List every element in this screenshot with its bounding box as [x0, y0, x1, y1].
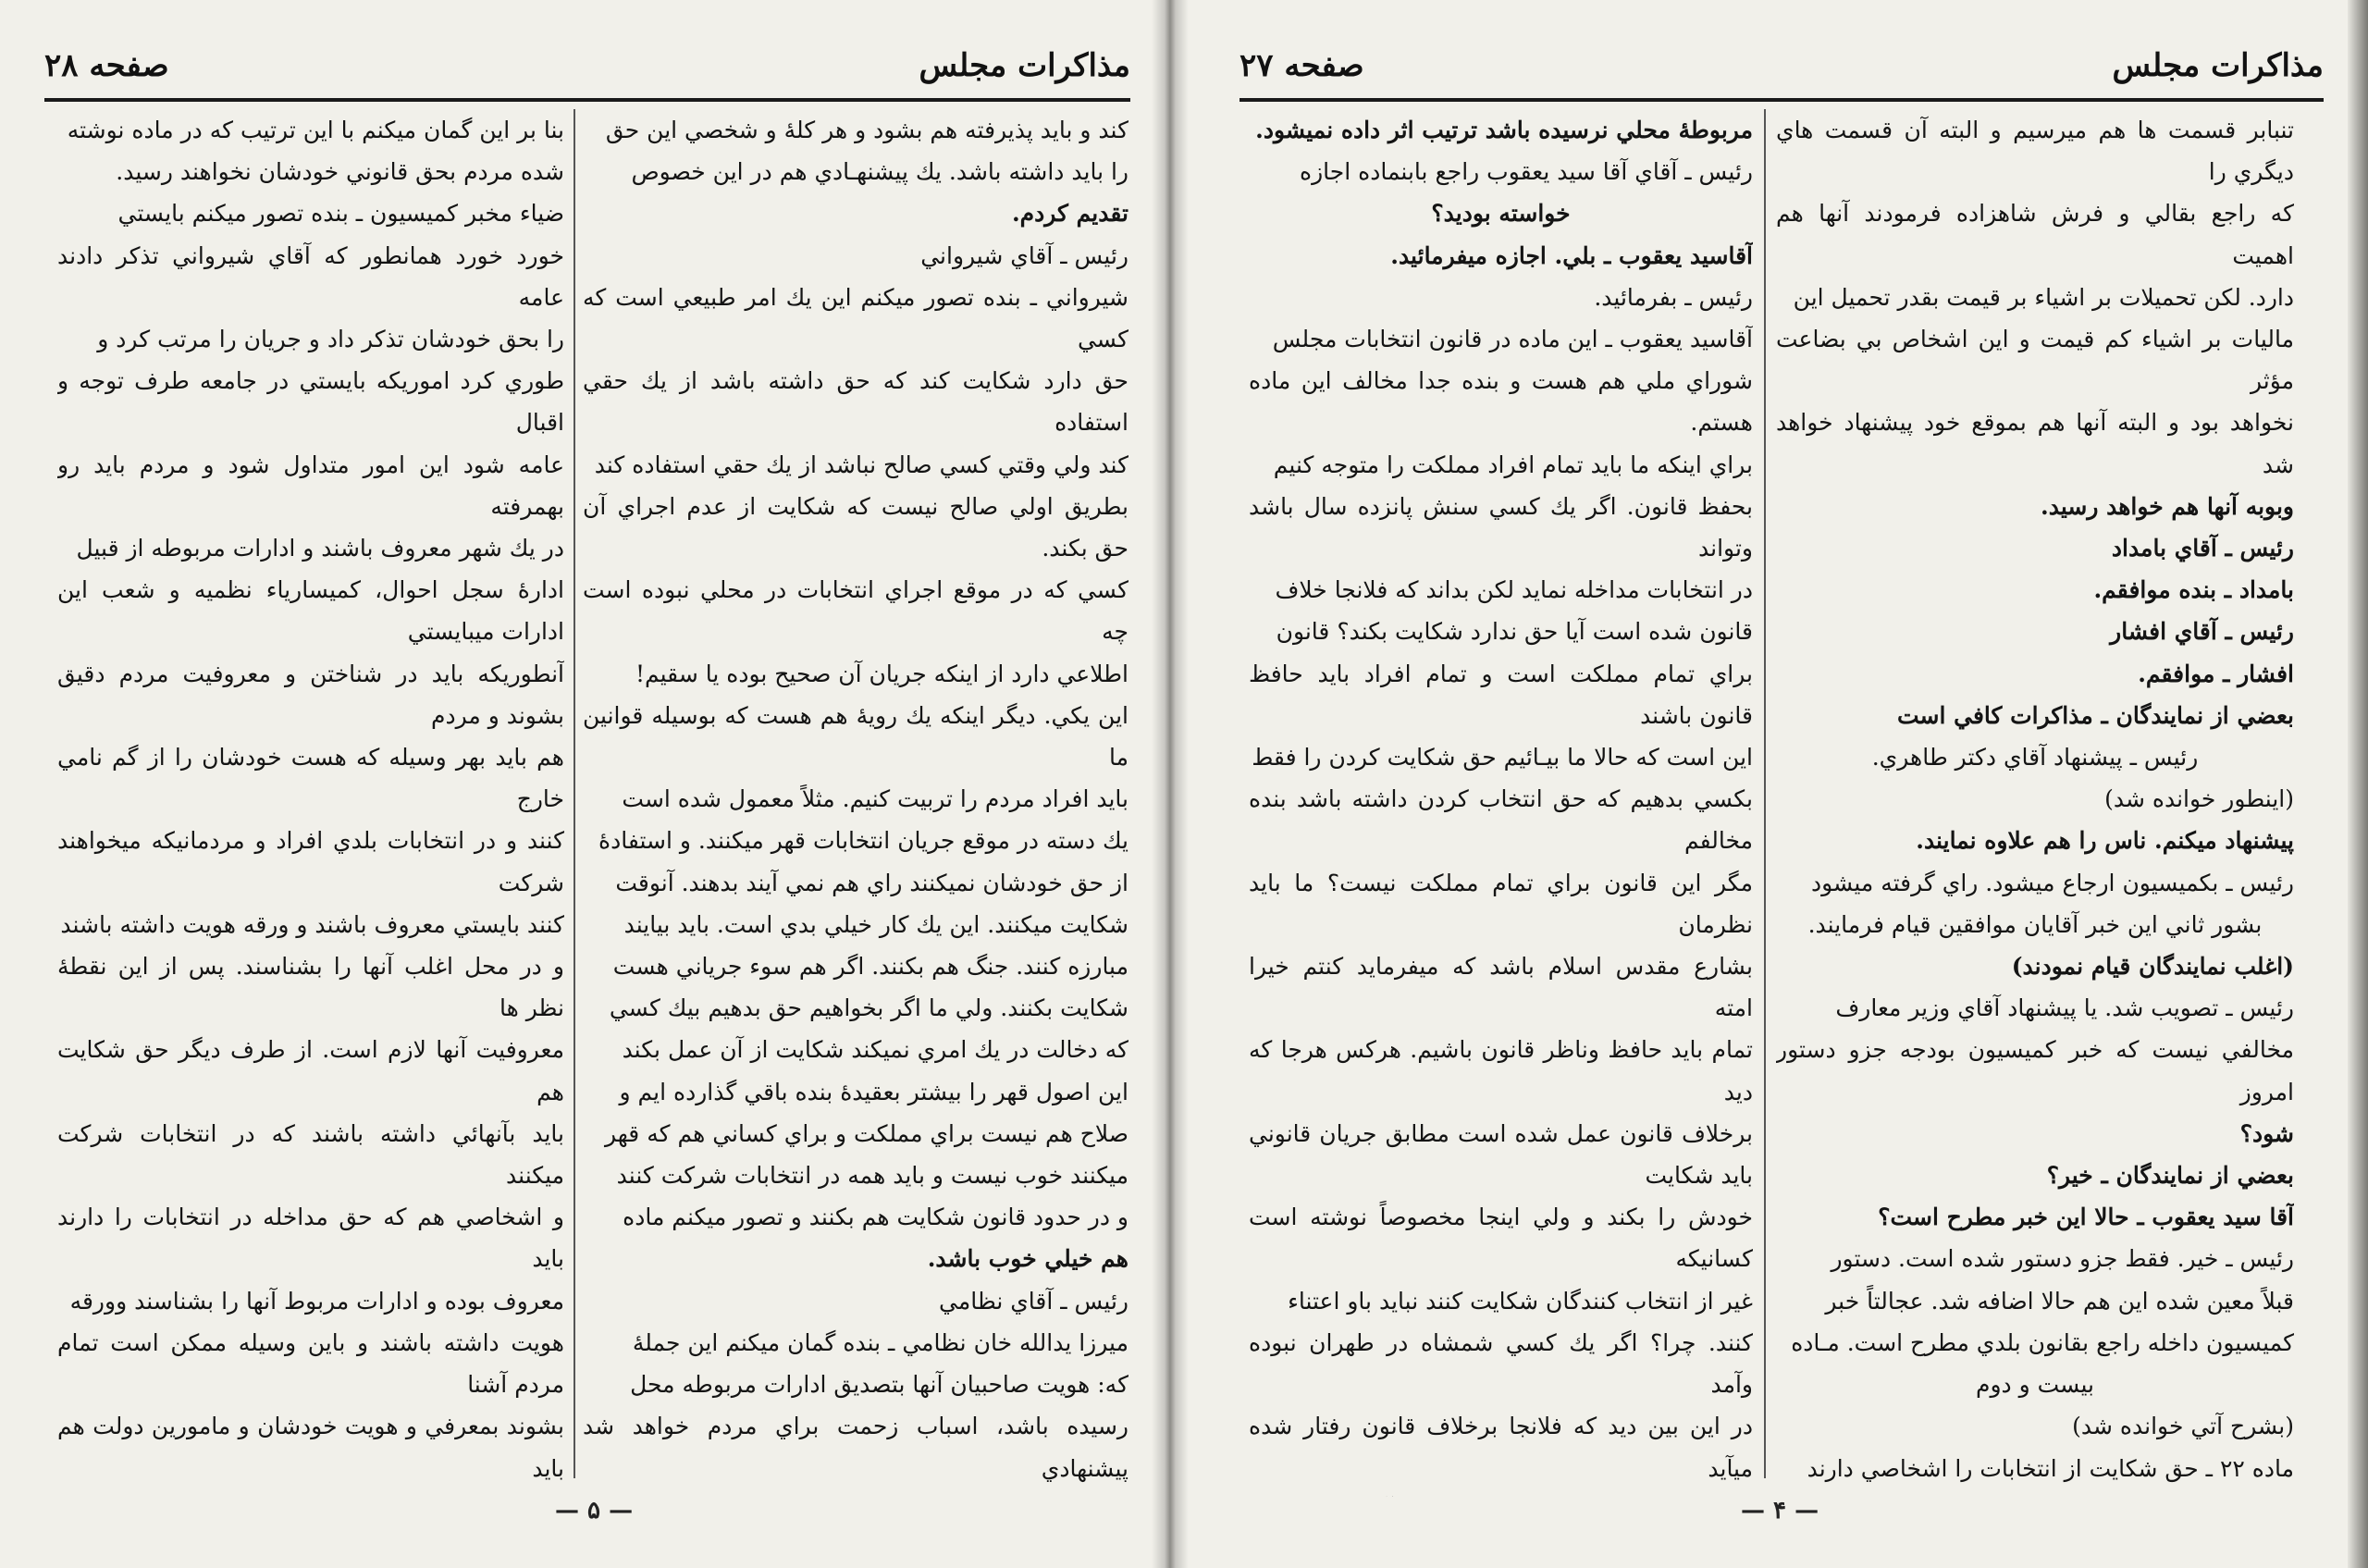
- text-line: رئيس ـ پيشنهاد آقاي دكتر طاهري.: [1871, 744, 2199, 772]
- text-line: بعضي از نمايندگان ـ مذاكرات كافي است: [1896, 701, 2294, 729]
- text-line: رئيس ـ تصويب شد. يا پيشنهاد آقاي وزير معارف: [1835, 994, 2294, 1022]
- text-line: معروف بوده و ادارات مربوط آنها را بشناسند وورقه: [69, 1287, 564, 1315]
- text-line: را بايد داشته باشد. يك پيشنهـادي هم در اين خصوص: [631, 158, 1128, 186]
- left-page: [0, 0, 1167, 1568]
- text-line: بيست و دوم: [1975, 1371, 2094, 1399]
- text-line: مبارزه كنند. جنگ هم بكنند. اگر هم سوء جرياني هست: [612, 953, 1128, 981]
- text-line: بكسي بدهيم كه حق انتخاب كردن داشته باشد بنده مخالفم: [1249, 785, 1753, 855]
- text-line: شوراي ملي هم هست و بنده جدا مخالف اين ماده هستم.: [1249, 367, 1753, 437]
- text-line: بحفظ قانون. اگر يك كسي سنش پانزده سال باشد وتواند: [1249, 492, 1753, 562]
- text-column-right: [583, 109, 1128, 1497]
- text-line: وبوبه آنها هم خواهد رسيد.: [2041, 492, 2294, 520]
- text-line: قبلاً معين شده اين هم حالا اضافه شد. عجالتاً خبر: [1825, 1287, 2294, 1315]
- text-line: بشارع مقدس اسلام باشد كه ميفرمايد كنتم خيرا امته: [1249, 953, 1753, 1022]
- text-line: كنند و در انتخابات بلدي افراد و مردمانيكه ميخواهند شركت: [57, 827, 564, 896]
- text-line: [1776, 1489, 2294, 1497]
- text-line: و اشخاصي هم كه حق مداخله در انتخابات را دارند بايد: [57, 1204, 564, 1273]
- text-line: براي تمام مملكت است و تمام افراد بايد حافظ قانون باشند: [1249, 660, 1753, 729]
- text-column-left: [1249, 109, 1753, 1497]
- text-line: كه راجع بقالي و فرش شاهزاده فرمودند آنها هم اهميت: [1776, 200, 2294, 269]
- text-line: از حق خودشان نميكنند راي هم نمي آيند بدهند. آنوقت: [615, 869, 1128, 896]
- text-line: طوري كرد اموريكه بايستي در جامعه طرف توجه و اقبال: [57, 367, 564, 437]
- text-line: رئيس ـ خير. فقط جزو دستور شده است. دستور: [1831, 1245, 2294, 1273]
- text-line: و در حدود قانون شكايت هم بكنند و تصور ميكنم ماده: [623, 1204, 1128, 1231]
- text-line: اين يكي. ديگر اينكه يك رويهٔ هم هست كه بوسيله قوانين ما: [583, 701, 1128, 772]
- text-line: اطلاعي دارد از اينكه جريان آن صحيح بوده يا سقيم!: [635, 660, 1128, 687]
- text-line: رئيس ـ بكميسيون ارجاع ميشود. راي گرفته ميشود: [1811, 869, 2294, 896]
- text-line: شده مردم بحق قانوني خودشان نخواهند رسيد.: [116, 158, 564, 186]
- text-line: آقا سيد يعقوب ـ حالا اين خبر مطرح است؟: [1878, 1204, 2294, 1231]
- text-line: برخلاف قانون عمل شده است مطابق جريان قانوني بايد شكايت: [1249, 1119, 1753, 1190]
- text-line: هم خيلي خوب باشد.: [927, 1245, 1128, 1273]
- text-line: بطريق اولي صالح نيست كه شكايت از عدم اجراي آن حق بكند.: [583, 492, 1128, 562]
- page-header: [1240, 33, 2324, 102]
- text-line: قانون شده است آيا حق ندارد شكايت بكند؟ قانون: [1276, 618, 1753, 646]
- page-number: صفحه ۲۸: [44, 47, 169, 84]
- text-line: كند و بايد پذيرفته هم بشود و هر كلهٔ و شخصي اين حق: [605, 117, 1128, 143]
- text-line: دارد. لكن تحميلات بر اشياء بر قيمت بقدر تحميل اين: [1793, 283, 2294, 311]
- text-line: رئيس ـ آقاي شيرواني: [920, 241, 1128, 269]
- text-line: (اغلب نمايندگان قيام نمودند): [2011, 953, 2294, 981]
- text-line: رسيده باشد، اسباب زحمت براي مردم خواهد شد پيشنهادي: [583, 1413, 1128, 1482]
- book-gutter: [1152, 0, 1189, 1568]
- text-line: بامداد ـ بنده موافقم.: [2093, 576, 2294, 604]
- text-line: تنبابر قسمت ها هم ميرسيم و البته آن قسمت هاي ديگري را: [1776, 117, 2294, 186]
- column-divider: [1764, 109, 1766, 1478]
- text-line: شكايت بكنند. ولي ما اگر بخواهيم حق بدهيم بيك كسي: [609, 994, 1128, 1022]
- text-line: غير از انتخاب كنندگان شكايت كنند نبايد باو اعتناء: [1288, 1287, 1753, 1315]
- text-column-left: [57, 109, 564, 1497]
- text-line: كند ولي وقتي كسي صالح نباشد از يك حقي استفاده كند: [594, 451, 1128, 478]
- text-line: خودش را بكند و ولي اينجا مخصوصاً نوشته است كسانيكه: [1249, 1204, 1753, 1273]
- text-line: هم بايد بهر وسيله كه هست خودشان را از گم نامي خارج: [57, 744, 564, 813]
- text-line: آقاسيد يعقوب ـ بلي. اجازه ميفرمائيد.: [1390, 241, 1753, 269]
- text-line: كنند بايستي معروف باشند و ورقه هويت داشته باشند: [60, 910, 564, 938]
- text-line: يك دسته در موقع جريان انتخابات قهر ميكنند. و استفادهٔ: [598, 827, 1128, 855]
- text-line: [583, 1489, 1128, 1497]
- text-line: رئيس ـ آقاي افشار: [2110, 618, 2294, 646]
- text-line: مگر اين قانون براي تمام مملكت نيست؟ ما بايد نظرمان: [1249, 869, 1753, 938]
- text-line: ميكنند خوب نيست و بايد همه در انتخابات شركت كنند: [616, 1162, 1128, 1190]
- text-line: عامه شود اين امور متداول شود و مردم بايد رو بهمرفته: [57, 451, 564, 520]
- text-line: كه دخالت در يك امري نميكند شكايت از آن عمل بكند: [622, 1036, 1128, 1064]
- text-line: و در محل اغلب آنها را بشناسند. پس از اين نقطهٔ نظر ها: [57, 953, 564, 1022]
- text-line: بايد افراد مردم را تربيت كنيم. مثلاً معمول شده است: [622, 785, 1128, 813]
- column-divider: [574, 109, 575, 1478]
- text-line: شود؟: [2239, 1119, 2294, 1147]
- text-line: مخالفي نيست كه خبر كميسيون بودجه جزو دستور امروز: [1776, 1036, 2294, 1105]
- text-line: افشار ـ موافقم.: [2138, 660, 2294, 687]
- text-line: رئيس ـ بفرمائيد.: [1594, 283, 1753, 311]
- text-line: رئيس ـ آقاي بامداد: [2111, 535, 2294, 562]
- text-line: ماده ۲۲ ـ حق شكايت از انتخابات را اشخاصي دارند: [1807, 1454, 2294, 1482]
- text-line: كنند. چرا؟ اگر يك كسي شمشاه در طهران نبوده وآمد: [1249, 1328, 1753, 1399]
- text-line: خواسته بوديد؟: [1431, 200, 1571, 228]
- text-line: خورد خورد همانطور كه آقاي شيرواني تذكر دادند عامه: [57, 241, 564, 311]
- text-line: (اينطور خوانده شد): [2104, 785, 2294, 813]
- text-line: هويت داشته باشند و باين وسيله ممكن است تمام مردم آشنا: [57, 1328, 564, 1399]
- text-line: بعضي از نمايندگان ـ خير؟: [2046, 1162, 2294, 1190]
- text-line: كه: هويت صاحبيان آنها بتصديق ادارات مربوطه محل: [630, 1371, 1128, 1399]
- text-line: اين است كه حالا ما بيـائيم حق شكايت كردن را فقط: [1252, 744, 1753, 772]
- text-line: را بحق خودشان تذكر داد و جريان را مرتب كرد و: [97, 326, 564, 353]
- page-header: [44, 33, 1130, 102]
- text-line: پيشنهاد ميكنم. ناس را هم علاوه نمايند.: [1916, 827, 2294, 855]
- text-line: رئيس ـ آقاي آقا سيد يعقوب راجع بابنماده اجازه: [1299, 158, 1753, 186]
- text-line: [57, 1489, 564, 1497]
- text-line: مربوطهٔ محلي نرسيده باشد ترتيب اثر داده نميشود.: [1255, 117, 1753, 143]
- text-column-right: [1776, 109, 2294, 1497]
- text-line: رئيس ـ آقاي نظامي: [938, 1287, 1128, 1315]
- text-line: براي اينكه ما بايد تمام افراد مملكت را متوجه كنيم: [1273, 451, 1753, 478]
- text-line: تقديم كردم.: [1011, 200, 1128, 228]
- text-line: نخواهد بود و البته آنها هم بموقع خود پيشنهاد خواهد شد: [1776, 409, 2294, 478]
- page-title: مذاكرات مجلس: [919, 47, 1130, 84]
- text-line: ماليات بر اشياء كم قيمت و اين اشخاص بي بضاعت مؤثر: [1776, 326, 2294, 395]
- page-title: مذاكرات مجلس: [2112, 47, 2324, 84]
- text-line: كميسيون داخله راجع بقانون بلدي مطرح است. مـاده: [1791, 1328, 2294, 1356]
- text-line: بايد بآنهائي داشته باشند كه در انتخابات شركت ميكنند: [57, 1119, 564, 1190]
- text-line: در انتخابات مداخله نمايد لكن بداند كه فلانجا خلاف: [1275, 576, 1753, 604]
- page-number: صفحه ۲۷: [1240, 47, 1364, 84]
- text-line: اين اصول قهر را بيشتر بعقيدهٔ بنده باقي گذارده ايم و: [619, 1078, 1128, 1105]
- text-line: بشور ثاني اين خبر آقايان موافقين قيام فرمايند.: [1807, 910, 2263, 938]
- text-line: شكايت ميكنند. اين يك كار خيلي بدي است. بايد بيايند: [623, 910, 1128, 938]
- text-line: شيرواني ـ بنده تصور ميكنم اين يك امر طبيعي است كه كسي: [583, 283, 1128, 353]
- text-line: ادارهٔ سجل احوال، كميسارياء نظميه و شعب اين ادارات ميبايستي: [57, 576, 564, 646]
- right-page: [1167, 0, 2368, 1568]
- text-line: در اين بين ديد كه فلانجا برخلاف قانون رفتار شده ميآيد: [1249, 1413, 1753, 1482]
- text-line: ضياء مخبر كميسيون ـ بنده تصور ميكنم بايستي: [117, 200, 564, 228]
- text-line: صلاح هم نيست براي مملكت و براي كساني هم كه قهر: [604, 1119, 1128, 1147]
- text-line: معروفيت آنها لازم است. از طرف ديگر حق شكايت هم: [57, 1036, 564, 1105]
- text-line: [1249, 1489, 1753, 1497]
- text-line: در يك شهر معروف باشند و ادارات مربوطه از قبيل: [76, 535, 564, 562]
- text-line: آقاسيد يعقوب ـ اين ماده در قانون انتخابات مجلس: [1272, 326, 1753, 353]
- text-line: تمام بايد حافظ وناظر قانون باشيم. هركس هرجا كه ديد: [1249, 1036, 1753, 1105]
- text-line: كسي كه در موقع اجراي انتخابات در محلي نبوده است چه: [583, 576, 1128, 646]
- page-edge-shadow: [2348, 0, 2368, 1568]
- text-line: ميرزا يدالله خان نظامي ـ بنده گمان ميكنم اين جملهٔ: [632, 1328, 1128, 1356]
- page-footer: — ۴ —: [1741, 1497, 1819, 1525]
- text-line: بشوند بمعرفي و هويت خودشان و مامورين دولت هم بايد: [57, 1413, 564, 1482]
- text-line: آنطوريكه بايد در شناختن و معروفيت مردم دقيق بشوند و مردم: [57, 660, 564, 729]
- text-line: حق دارد شكايت كند كه حق داشته باشد از يك حقي استفاده: [583, 367, 1128, 437]
- page-footer: — ۵ —: [555, 1497, 634, 1525]
- text-line: (بشرح آتي خوانده شد): [2072, 1413, 2294, 1440]
- text-line: بنا بر اين گمان ميكنم با اين ترتيب كه در ماده نوشته: [67, 117, 564, 143]
